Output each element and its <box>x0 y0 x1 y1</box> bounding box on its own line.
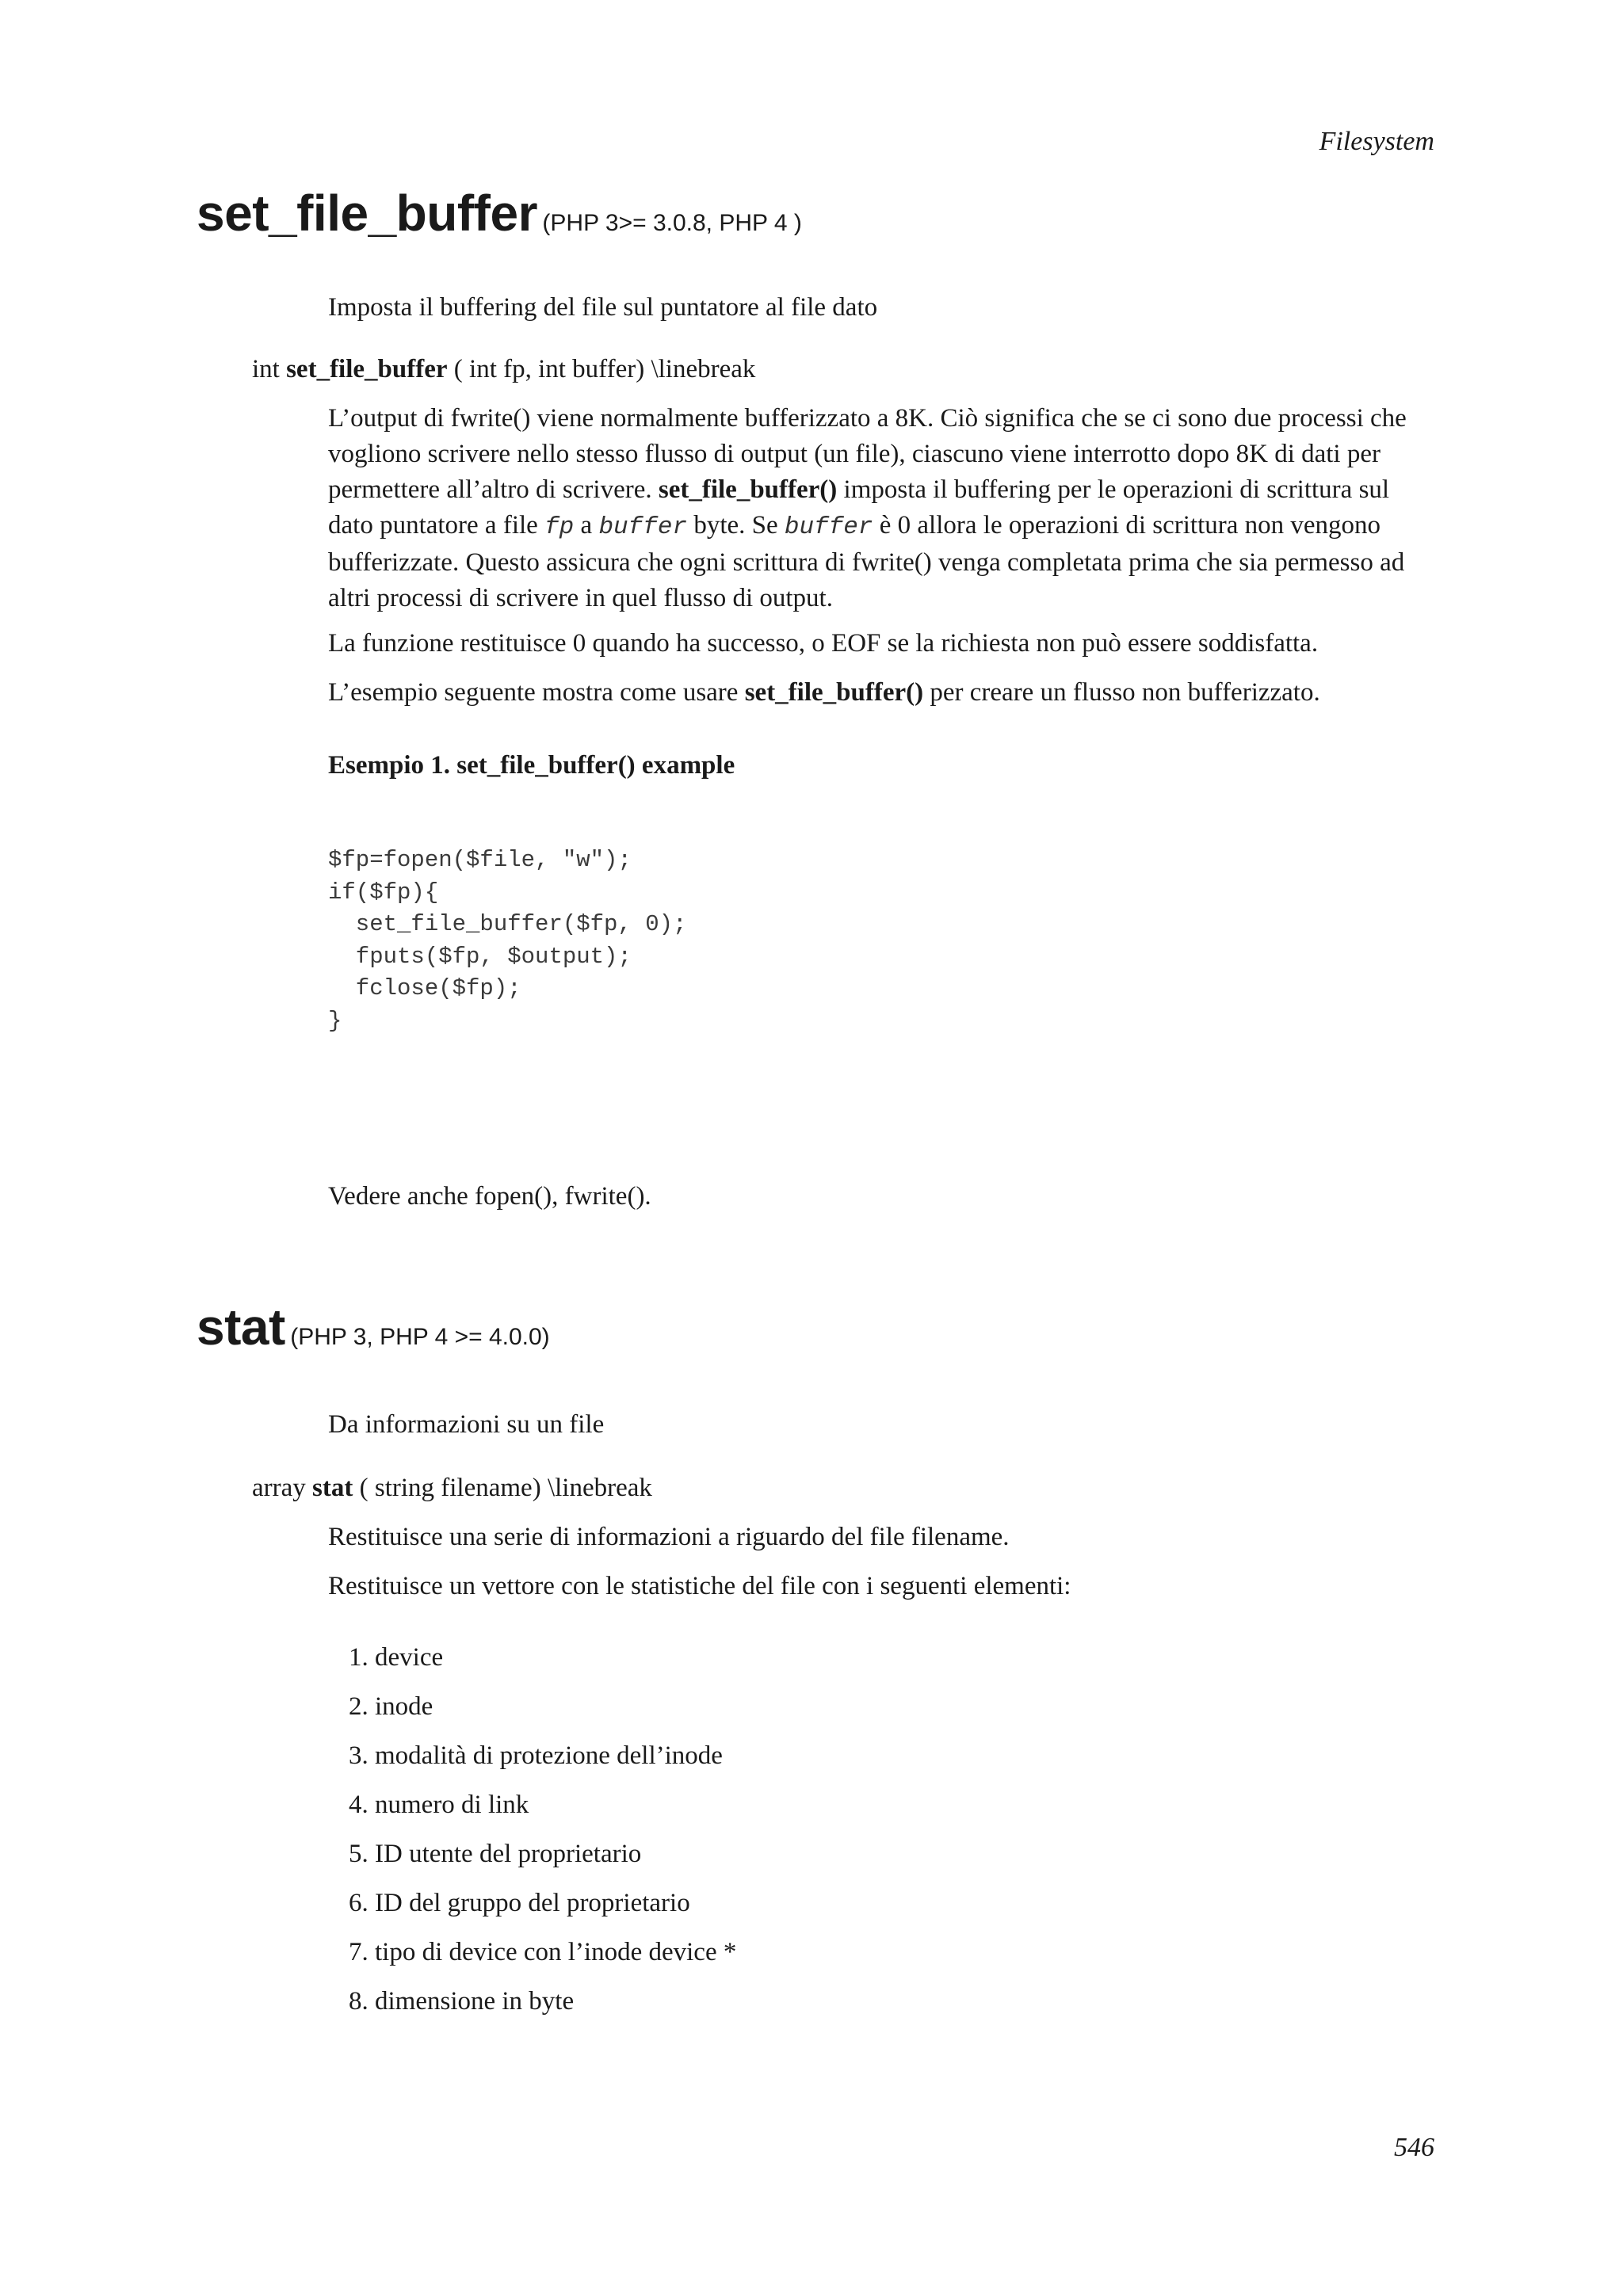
description-text: a <box>580 511 593 540</box>
stat-elements-list <box>349 1640 736 2033</box>
description-text: per creare un flusso non bufferizzato. <box>930 678 1320 707</box>
list-item: 8. dimensione in byte <box>349 1987 575 2016</box>
example-intro-paragraph <box>328 675 1438 711</box>
function-name: set_file_buffer <box>197 185 537 242</box>
synopsis-function-name: stat <box>312 1474 353 1502</box>
function-name: stat <box>197 1299 285 1356</box>
parameter-reference: fp <box>544 513 575 541</box>
synopsis-params: ( string filename) \linebreak <box>359 1474 652 1502</box>
description-text: imposta il buffering per le operazioni di scrittura sul dato puntatore a file <box>328 475 1390 540</box>
function-version: (PHP 3, PHP 4 >= 4.0.0) <box>290 1324 550 1350</box>
list-item: 3. modalità di protezione dell’inode <box>349 1741 723 1770</box>
example-title: Esempio 1. set_file_buffer() example <box>328 751 735 780</box>
function-reference: set_file_buffer() <box>658 475 838 504</box>
synopsis-params: ( int fp, int buffer) \linebreak <box>453 355 756 383</box>
function-synopsis <box>252 352 755 387</box>
description-paragraph <box>328 401 1438 616</box>
description-text: L’output di fwrite() viene normalmente bufferizzato a 8K. Ciò significa che se ci sono due processi che vogliono scrivere nello stesso flusso di output (un file), ciascuno viene interrotto dopo 8K di dati per permettere all’altro di scrivere. <box>328 404 1407 504</box>
function-heading-stat <box>197 1298 550 1356</box>
description-paragraph: Restituisce un vettore con le statistiche del file con i seguenti elementi: <box>328 1572 1071 1600</box>
parameter-reference: buffer <box>598 513 688 541</box>
parameter-reference: buffer <box>784 513 873 541</box>
list-item: 1. device <box>349 1643 444 1672</box>
list-item: 5. ID utente del proprietario <box>349 1840 642 1868</box>
synopsis-return-type: array <box>252 1474 306 1502</box>
synopsis-return-type: int <box>252 355 280 383</box>
synopsis-function-name: set_file_buffer <box>286 355 448 383</box>
description-paragraph: Restituisce una serie di informazioni a riguardo del file filename. <box>328 1523 1010 1551</box>
list-item: 2. inode <box>349 1692 433 1721</box>
list-item: 6. ID del gruppo del proprietario <box>349 1889 690 1917</box>
function-heading-set-file-buffer <box>197 184 802 242</box>
description-text: L’esempio seguente mostra come usare <box>328 678 739 707</box>
function-version: (PHP 3>= 3.0.8, PHP 4 ) <box>542 210 802 236</box>
description-text: byte. Se <box>693 511 778 540</box>
function-purpose: Imposta il buffering del file sul puntatore al file dato <box>328 293 878 322</box>
running-header: Filesystem <box>1319 127 1434 156</box>
list-item: 7. tipo di device con l’inode device * <box>349 1938 737 1966</box>
description-text: è 0 allora le operazioni di scrittura non vengono bufferizzate. Questo assicura che ogni scrittura di fwrite() venga completata prima che sia permesso ad altri processi di scrivere in quel flusso di output. <box>328 511 1405 612</box>
return-value-paragraph: La funzione restituisce 0 quando ha successo, o EOF se la richiesta non può essere soddisfatta. <box>328 629 1319 658</box>
list-item: 4. numero di link <box>349 1791 529 1819</box>
code-example: $fp=fopen($file, "w"); if($fp){ set_file_buffer($fp, 0); fputs($fp, $output); fclose($fp); } <box>328 847 687 1034</box>
function-synopsis <box>252 1470 652 1506</box>
function-purpose: Da informazioni su un file <box>328 1410 605 1439</box>
page-number: 546 <box>1394 2133 1434 2162</box>
see-also: Vedere anche fopen(), fwrite(). <box>328 1182 651 1211</box>
function-reference: set_file_buffer() <box>744 678 924 707</box>
